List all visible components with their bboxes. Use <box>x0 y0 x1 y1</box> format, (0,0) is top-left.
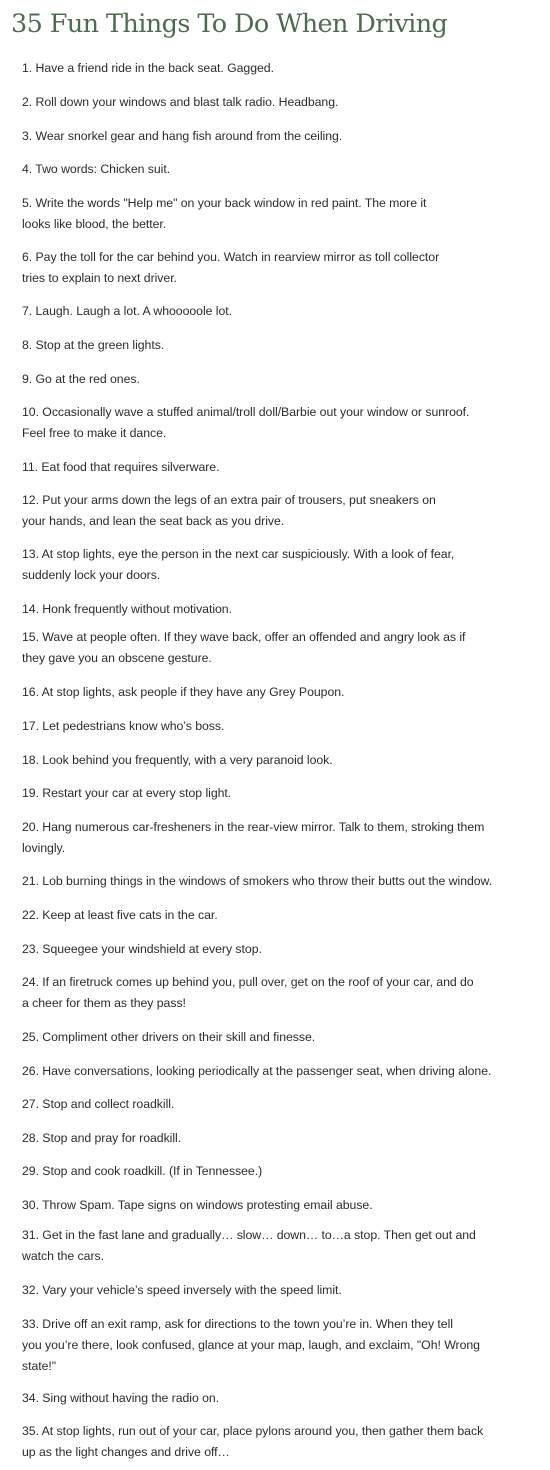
list-item <box>22 817 542 859</box>
list-item-text: 11. Eat food that requires silverware. <box>22 460 220 474</box>
list-item-text: tries to explain to next driver. <box>22 271 177 285</box>
list-item <box>22 750 542 771</box>
list-item-text: 35. At stop lights, run out of your car, place pylons around you, then gather them back <box>22 1424 484 1438</box>
list-item-text: 12. Put your arms down the legs of an extra pair of trousers, put sneakers on <box>22 493 436 507</box>
list-item <box>22 1388 542 1409</box>
list-item <box>22 1128 542 1149</box>
list-item-text: 15. Wave at people often. If they wave back, offer an offended and angry look as if <box>22 630 466 644</box>
list-item <box>22 682 542 703</box>
list-item-text: 20. Hang numerous car-fresheners in the rear-view mirror. Talk to them, stroking them <box>22 820 485 834</box>
list-item-text: they gave you an obscene gesture. <box>22 651 212 665</box>
list-item <box>22 1225 542 1267</box>
list-item <box>22 457 542 478</box>
list-item-text: 21. Lob burning things in the windows of smokers who throw their butts out the window. <box>22 874 493 888</box>
list-item-text: 14. Honk frequently without motivation. <box>22 602 232 616</box>
list-item <box>22 335 542 356</box>
list-item-text: 18. Look behind you frequently, with a very paranoid look. <box>22 753 333 767</box>
list-item-text: 24. If an firetruck comes up behind you, pull over, get on the roof of your car, and do <box>22 975 474 989</box>
list-item-text: 2. Roll down your windows and blast talk radio. Headbang. <box>22 95 339 109</box>
list-item <box>22 1094 542 1115</box>
list-item <box>22 369 542 390</box>
list-item-text: 9. Go at the red ones. <box>22 372 140 386</box>
list-item <box>22 939 542 960</box>
list-item <box>22 193 542 235</box>
list-item <box>22 1161 542 1182</box>
list-item-text: 4. Two words: Chicken suit. <box>22 162 171 176</box>
list-item <box>22 1061 542 1082</box>
list-item-text: your hands, and lean the seat back as you drive. <box>22 514 285 528</box>
list-item-text: 34. Sing without having the radio on. <box>22 1391 220 1405</box>
list-item-text: Feel free to make it dance. <box>22 426 167 440</box>
list-item-text: you you’re there, look confused, glance at your map, laugh, and exclaim, "Oh! Wrong <box>22 1338 480 1352</box>
list-item-text: 32. Vary your vehicle’s speed inversely with the speed limit. <box>22 1283 342 1297</box>
list-item <box>22 972 542 1014</box>
list-item-text: up as the light changes and drive off… <box>22 1445 230 1459</box>
list-item <box>22 1421 542 1463</box>
list-item <box>22 783 542 804</box>
list-item <box>22 402 542 444</box>
list-item <box>22 716 542 737</box>
list-item-text: 1. Have a friend ride in the back seat. Gagged. <box>22 61 274 75</box>
list-item-text: 5. Write the words "Help me" on your back window in red paint. The more it <box>22 196 427 210</box>
list-item-text: 13. At stop lights, eye the person in the next car suspiciously. With a look of fear, <box>22 547 455 561</box>
list-item-text: 29. Stop and cook roadkill. (If in Tennessee.) <box>22 1164 263 1178</box>
list-item-text: looks like blood, the better. <box>22 217 167 231</box>
list-item <box>22 1195 542 1216</box>
list-item-text: 22. Keep at least five cats in the car. <box>22 908 218 922</box>
list-item <box>22 159 542 180</box>
list-item-text: a cheer for them as they pass! <box>22 996 186 1010</box>
list-item <box>22 627 542 669</box>
list-item <box>22 1314 542 1377</box>
list-item <box>22 247 542 289</box>
list-item-text: state!" <box>22 1359 57 1373</box>
list-item <box>22 1027 542 1048</box>
list-item-text: suddenly lock your doors. <box>22 568 161 582</box>
list-item-text: 10. Occasionally wave a stuffed animal/troll doll/Barbie out your window or sunroof. <box>22 405 470 419</box>
list-item-text: 28. Stop and pray for roadkill. <box>22 1131 182 1145</box>
list-item-text: 31. Get in the fast lane and gradually… slow… down… to…a stop. Then get out and <box>22 1228 476 1242</box>
list-item-text: 19. Restart your car at every stop light. <box>22 786 232 800</box>
list-item-text: 8. Stop at the green lights. <box>22 338 165 352</box>
list-item <box>22 871 542 892</box>
list-item-text: 30. Throw Spam. Tape signs on windows protesting email abuse. <box>22 1198 373 1212</box>
list-item <box>22 905 542 926</box>
list-item-text: 7. Laugh. Laugh a lot. A whooooole lot. <box>22 304 233 318</box>
list-item <box>22 92 542 113</box>
list-item-text: 23. Squeegee your windshield at every stop. <box>22 942 262 956</box>
list-item-text: 3. Wear snorkel gear and hang fish around from the ceiling. <box>22 129 343 143</box>
list-item-text: 33. Drive off an exit ramp, ask for directions to the town you’re in. When they tell <box>22 1317 453 1331</box>
list-item-text: 27. Stop and collect roadkill. <box>22 1097 175 1111</box>
list-item <box>22 544 542 586</box>
list-item <box>22 58 542 79</box>
list-item-text: 25. Compliment other drivers on their skill and finesse. <box>22 1030 316 1044</box>
list-item-text: watch the cars. <box>22 1249 104 1263</box>
page-title: 35 Fun Things To Do When Driving <box>11 9 448 39</box>
list-item-text: 16. At stop lights, ask people if they have any Grey Poupon. <box>22 685 345 699</box>
list-item <box>22 599 542 620</box>
list-item-text: 26. Have conversations, looking periodically at the passenger seat, when driving alone. <box>22 1064 492 1078</box>
list-item-text: 6. Pay the toll for the car behind you. Watch in rearview mirror as toll collector <box>22 250 440 264</box>
list-item-text: 17. Let pedestrians know who’s boss. <box>22 719 225 733</box>
list-item <box>22 301 542 322</box>
list-item <box>22 126 542 147</box>
list-item <box>22 1280 542 1301</box>
list-item <box>22 490 542 532</box>
list-item-text: lovingly. <box>22 841 66 855</box>
